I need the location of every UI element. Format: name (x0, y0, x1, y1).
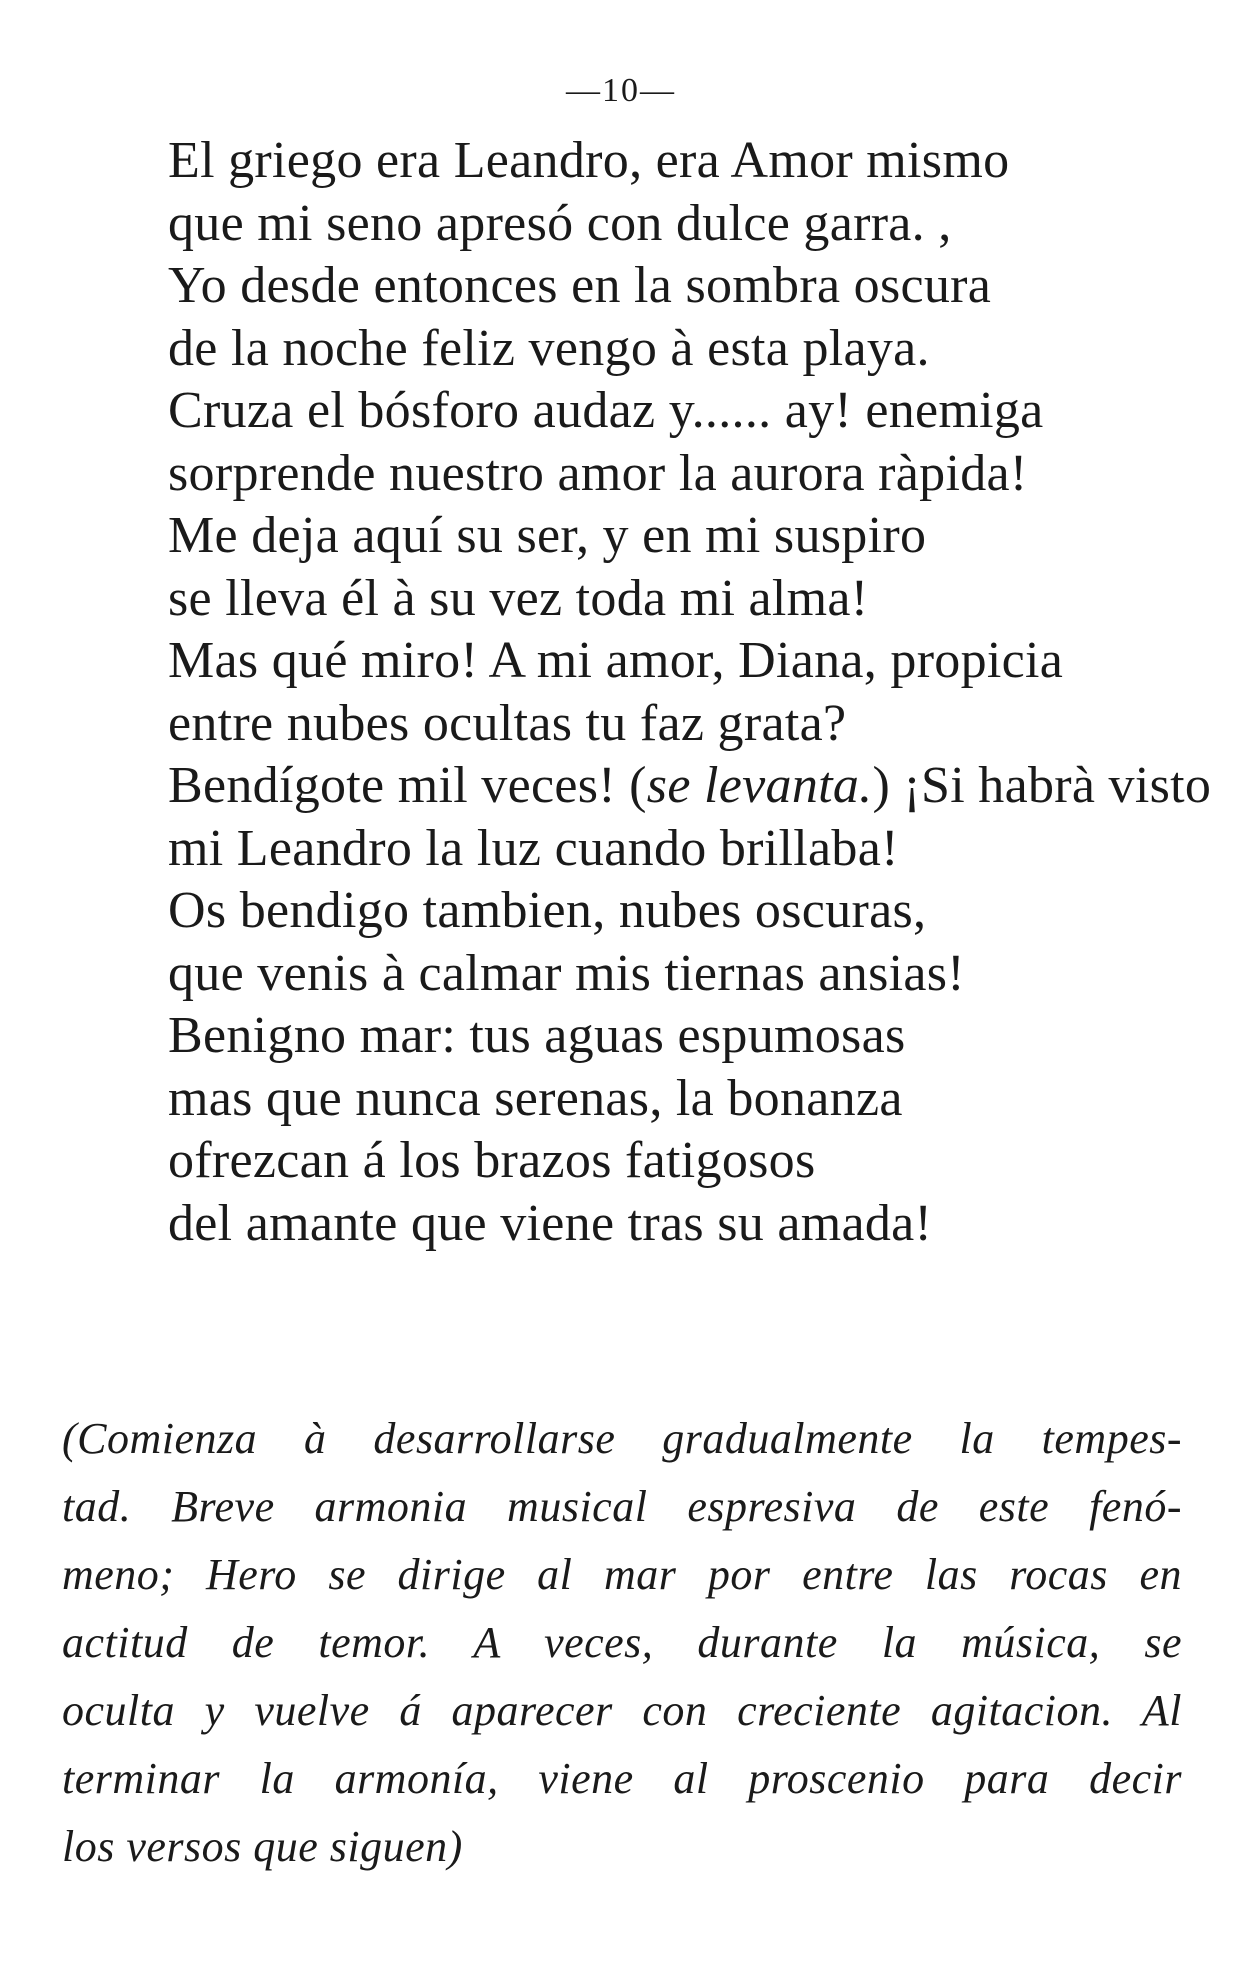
page-number: —10— (566, 72, 676, 109)
verse-line: Cruza el bósforo audaz y...... ay! enemiga (168, 382, 1044, 439)
verse-line: de la noche feliz vengo à esta playa. (168, 319, 930, 377)
verse-line: mi Leandro la luz cuando brillaba! (168, 819, 899, 877)
verse-line: Yo desde entonces en la sombra oscura (168, 257, 992, 314)
stage-direction-line: terminar la armonía, viene al proscenio para decir (62, 1754, 1182, 1803)
stage-direction-line: oculta y vuelve á aparecer con creciente agitacion. Al (62, 1686, 1182, 1735)
verse-line: del amante que viene tras su amada! (168, 1194, 933, 1252)
verse-line: Me deja aquí su ser, y en mi suspiro (168, 507, 927, 564)
verse-text: Bendígote mil veces! ( (168, 757, 647, 814)
stage-direction (62, 1405, 1182, 1881)
verse-line-with-stage-note (168, 755, 1212, 818)
inline-stage-note: se levanta. (646, 757, 873, 814)
verse-line: ofrezcan á los brazos fatigosos (168, 1132, 816, 1189)
verse-text: ) ¡Si habrà visto (872, 757, 1212, 814)
verse-line: entre nubes ocultas tu faz grata? (168, 694, 847, 752)
verse-line: Os bendigo tambien, nubes oscuras, (168, 882, 927, 939)
verse-line: El griego era Leandro, era Amor mismo (168, 132, 1010, 189)
verse-line: Mas qué miro! A mi amor, Diana, propicia (168, 632, 1064, 689)
verse-line: que venis à calmar mis tiernas ansias! (168, 944, 965, 1002)
stage-direction-line: meno; Hero se dirige al mar por entre las rocas en (62, 1550, 1182, 1599)
stage-direction-line: los versos que siguen) (62, 1822, 463, 1871)
verse-line: sorprende nuestro amor la aurora ràpida! (168, 444, 1028, 502)
verse-line: mas que nunca serenas, la bonanza (168, 1069, 903, 1127)
stage-direction-line: (Comienza à desarrollarse gradualmente la tempes- (62, 1414, 1182, 1463)
verse-line: que mi seno apresó con dulce garra. , (168, 194, 952, 252)
verse-line: se lleva él à su vez toda mi alma! (168, 569, 869, 627)
stage-direction-line: actitud de temor. A veces, durante la música, se (62, 1618, 1182, 1667)
stage-direction-line: tad. Breve armonia musical espresiva de este fenó- (62, 1482, 1182, 1531)
verse-line: Benigno mar: tus aguas espumosas (168, 1007, 906, 1064)
verse-block (168, 130, 1212, 1255)
